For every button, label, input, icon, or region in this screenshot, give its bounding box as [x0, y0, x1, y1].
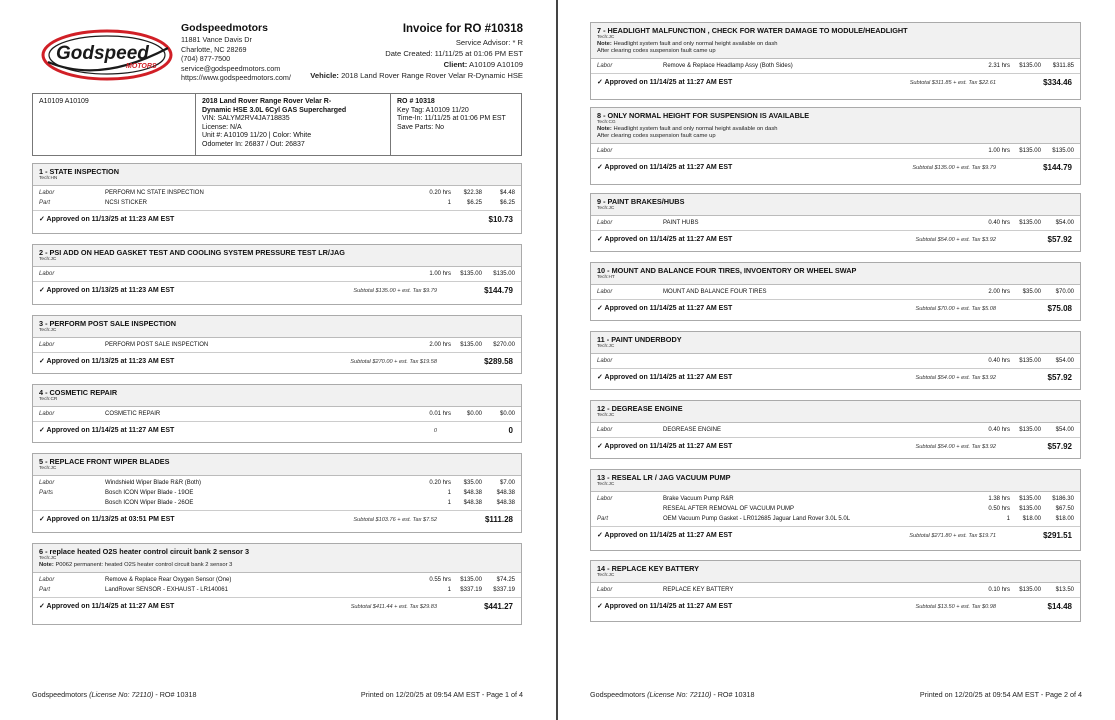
job-approval-row — [33, 353, 521, 371]
job-subtotal: Subtotal $13.50 + est. Tax $0.98 — [915, 604, 996, 610]
line-item — [597, 425, 1074, 435]
job-subtotal: Subtotal $54.00 + est. Tax $3.92 — [915, 444, 996, 450]
line-rate: $135.00 — [1019, 506, 1041, 512]
job-tech: Tech:JC — [597, 344, 615, 349]
line-rate: $6.25 — [466, 200, 482, 206]
line-quantity: 1.00 hrs — [429, 271, 451, 277]
job-card — [32, 315, 522, 374]
job-approval-row — [33, 422, 521, 440]
job-title: 9 - PAINT BRAKES/HUBS — [597, 197, 685, 206]
company-info — [181, 22, 291, 83]
line-rate: $135.00 — [460, 271, 482, 277]
customer-name: A10109 A10109 — [39, 98, 89, 105]
job-subtotal: Subtotal $411.44 + est. Tax $29.83 — [350, 604, 437, 610]
job-header — [591, 23, 1080, 59]
line-amount: $7.00 — [499, 480, 515, 486]
line-quantity: 0.10 hrs — [988, 587, 1010, 593]
job-approval-row — [33, 511, 521, 529]
job-approval-row — [591, 438, 1080, 456]
line-rate: $135.00 — [1019, 358, 1041, 364]
job-card — [590, 469, 1081, 551]
time-in: Time-In: 11/11/25 at 01:06 PM EST — [397, 115, 506, 123]
job-tech: Tech:JC — [597, 573, 615, 578]
line-item — [39, 198, 515, 208]
job-lines — [33, 186, 521, 211]
line-description: REPLACE KEY BATTERY — [663, 587, 734, 593]
job-tech: Tech:CR — [39, 397, 58, 402]
job-tech: Tech:JC — [39, 466, 57, 471]
line-rate: $135.00 — [1019, 587, 1041, 593]
line-quantity: 0.40 hrs — [988, 427, 1010, 433]
job-card — [32, 163, 522, 234]
job-approval-row — [33, 211, 521, 229]
approval-status: ✓ Approved on 11/14/25 at 11:27 AM EST — [597, 443, 733, 450]
line-quantity: 2.00 hrs — [429, 342, 451, 348]
line-description: Bosch ICON Wiper Blade - 19OE — [105, 490, 194, 496]
job-title: 5 - REPLACE FRONT WIPER BLADES — [39, 457, 170, 466]
line-rate: $135.00 — [1019, 220, 1041, 226]
line-type: Labor — [597, 358, 613, 364]
godspeed-logo — [40, 26, 174, 82]
line-amount: $74.25 — [496, 577, 515, 583]
line-quantity: 0.40 hrs — [988, 358, 1010, 364]
line-description: Windshield Wiper Blade R&R (Both) — [105, 480, 202, 486]
job-subtotal: Subtotal $70.00 + est. Tax $5.08 — [915, 306, 996, 312]
line-item — [39, 188, 515, 198]
line-quantity: 0.20 hrs — [429, 480, 451, 486]
company-email[interactable]: service@godspeedmotors.com — [181, 63, 281, 73]
job-subtotal: Subtotal $311.85 + est. Tax $22.61 — [909, 80, 996, 86]
job-card — [32, 384, 522, 443]
job-subtotal: Subtotal $271.80 + est. Tax $19.71 — [909, 533, 996, 539]
vehicle: Vehicle: 2018 Land Rover Range Rover Velar R-Dynamic HSE — [310, 71, 523, 80]
job-header — [591, 194, 1080, 216]
line-amount: $4.48 — [499, 190, 515, 196]
job-total: $10.73 — [488, 215, 513, 224]
line-amount: $48.38 — [496, 490, 515, 496]
line-item — [597, 514, 1074, 524]
job-subtotal: Subtotal $54.00 + est. Tax $3.92 — [915, 237, 996, 243]
job-approval-row — [591, 369, 1080, 387]
line-amount: $70.00 — [1055, 289, 1074, 295]
job-lines — [591, 354, 1080, 369]
job-total: $334.46 — [1043, 78, 1072, 87]
job-subtotal: Subtotal $135.00 + est. Tax $9.79 — [912, 165, 996, 171]
job-subtotal: Subtotal $103.76 + est. Tax $7.52 — [353, 517, 437, 523]
job-card — [32, 244, 522, 305]
line-quantity: 0.55 hrs — [429, 577, 451, 583]
line-rate: $135.00 — [1019, 496, 1041, 502]
job-title: 4 - COSMETIC REPAIR — [39, 388, 118, 397]
job-title: 10 - MOUNT AND BALANCE FOUR TIRES, INVOENTORY OR WHEEL SWAP — [597, 266, 857, 275]
job-title: 11 - PAINT UNDERBODY — [597, 335, 682, 344]
job-title: 13 - RESEAL LR / JAG VACUUM PUMP — [597, 473, 731, 482]
job-total: $291.51 — [1043, 531, 1072, 540]
job-card — [590, 331, 1081, 390]
job-approval-row — [591, 159, 1080, 177]
line-description: NCSI STICKER — [105, 200, 148, 206]
line-description: Remove & Replace Rear Oxygen Sensor (One) — [105, 577, 232, 583]
job-total: $57.92 — [1047, 373, 1072, 382]
line-rate: $18.00 — [1022, 516, 1041, 522]
line-rate: $337.19 — [460, 587, 482, 593]
job-header — [33, 454, 521, 476]
vehicle-info-box — [32, 93, 522, 156]
job-lines — [591, 583, 1080, 598]
line-type: Parts — [39, 490, 54, 496]
line-quantity: 0.01 hrs — [429, 411, 451, 417]
logo-subtext: MOTORS — [126, 63, 157, 70]
line-item — [597, 146, 1074, 156]
job-tech: Tech:JC — [39, 257, 57, 262]
line-quantity: 1 — [447, 490, 451, 496]
line-item — [597, 356, 1074, 366]
line-type: Part — [597, 516, 609, 522]
company-address2: Charlotte, NC 28269 — [181, 44, 247, 54]
vin: VIN: SALYM2RV4JA718835 — [202, 115, 290, 123]
approval-status: ✓ Approved on 11/13/25 at 11:23 AM EST — [39, 216, 175, 223]
job-header — [591, 332, 1080, 354]
license: License: N/A — [202, 123, 242, 131]
footer-printed-page-1: Printed on 12/20/25 at 09:54 AM EST - Page 1 of 4 — [360, 690, 523, 699]
job-card — [32, 453, 522, 533]
invoice-title: Invoice for RO #10318 — [402, 23, 523, 35]
invoice-page-2 — [558, 0, 1115, 720]
line-rate: $135.00 — [1019, 148, 1041, 154]
job-subtotal: Subtotal $270.00 + est. Tax $19.58 — [350, 359, 437, 365]
date-created: Date Created: 11/11/25 at 01:06 PM EST — [385, 49, 523, 58]
line-rate: $22.38 — [463, 190, 482, 196]
logo-text: Godspeed — [56, 43, 149, 64]
line-type: Labor — [39, 577, 55, 583]
line-amount: $6.25 — [499, 200, 515, 206]
job-approval-row — [33, 282, 521, 300]
job-total: $289.58 — [484, 357, 513, 366]
job-title: 2 - PSI ADD ON HEAD GASKET TEST AND COOLING SYSTEM PRESSURE TEST LR/JAG — [39, 248, 345, 257]
line-rate: $135.00 — [1019, 63, 1041, 69]
odometer: Odometer In: 26837 / Out: 26837 — [202, 140, 305, 148]
line-item — [597, 218, 1074, 228]
line-amount: $311.85 — [1052, 63, 1074, 69]
job-total: $57.92 — [1047, 442, 1072, 451]
job-total: $144.79 — [1043, 163, 1072, 172]
line-item — [39, 478, 515, 488]
ro-number: RO # 10318 — [397, 98, 435, 105]
line-rate: $35.00 — [463, 480, 482, 486]
approval-status: ✓ Approved on 11/14/25 at 11:27 AM EST — [597, 79, 733, 86]
job-tech: Tech:JC — [597, 413, 615, 418]
service-advisor: Service Advisor: * R — [455, 38, 523, 47]
line-item — [597, 504, 1074, 514]
job-title: 7 - HEADLIGHT MALFUNCTION , CHECK FOR WATER DAMAGE TO MODULE/HEADLIGHT — [597, 26, 908, 35]
line-item — [39, 585, 515, 595]
job-header — [591, 470, 1080, 492]
line-rate: $0.00 — [466, 411, 482, 417]
line-amount: $48.38 — [496, 500, 515, 506]
line-quantity: 1.38 hrs — [988, 496, 1010, 502]
line-quantity: 1 — [1006, 516, 1010, 522]
line-type: Labor — [597, 148, 613, 154]
line-rate: $48.38 — [463, 500, 482, 506]
job-total: $111.28 — [484, 515, 513, 524]
line-description: DEGREASE ENGINE — [663, 427, 722, 433]
line-quantity: 1 — [447, 200, 451, 206]
job-lines — [33, 267, 521, 282]
line-item — [39, 269, 515, 279]
invoice-header — [310, 22, 523, 81]
job-title: 14 - REPLACE KEY BATTERY — [597, 564, 700, 573]
job-note-line2: After clearing codes suspension fault came up — [597, 48, 716, 54]
job-card — [590, 22, 1081, 100]
line-type: Labor — [597, 587, 613, 593]
job-total: $75.08 — [1047, 304, 1072, 313]
job-card — [590, 193, 1081, 252]
vehicle-column — [195, 94, 391, 155]
approval-status: ✓ Approved on 11/14/25 at 11:27 AM EST — [39, 603, 175, 610]
job-title: 3 - PERFORM POST SALE INSPECTION — [39, 319, 177, 328]
line-rate: $48.38 — [463, 490, 482, 496]
approval-status: ✓ Approved on 11/14/25 at 11:27 AM EST — [39, 427, 175, 434]
approval-status: ✓ Approved on 11/13/25 at 03:51 PM EST — [39, 516, 175, 523]
job-approval-row — [591, 300, 1080, 318]
job-approval-row — [591, 231, 1080, 249]
job-approval-row — [591, 527, 1080, 545]
line-amount: $54.00 — [1055, 427, 1074, 433]
job-header — [591, 263, 1080, 285]
key-tag: Key Tag: A10109 11/20 — [397, 106, 469, 114]
job-total: 0 — [508, 426, 513, 435]
line-description: Remove & Replace Headlamp Assy (Both Sides) — [663, 63, 793, 69]
job-approval-row — [591, 598, 1080, 616]
approval-status: ✓ Approved on 11/14/25 at 11:27 AM EST — [597, 236, 733, 243]
line-quantity: 1.00 hrs — [988, 148, 1010, 154]
line-description: COSMETIC REPAIR — [105, 411, 161, 417]
job-card — [590, 400, 1081, 459]
job-header — [591, 108, 1080, 144]
line-rate: $135.00 — [460, 342, 482, 348]
unit: Unit #: A10109 11/20 | Color: White — [202, 132, 312, 140]
line-amount: $135.00 — [1052, 148, 1074, 154]
line-type: Labor — [39, 190, 55, 196]
job-header — [33, 385, 521, 407]
line-quantity: 2.00 hrs — [988, 289, 1010, 295]
job-note: Note: Headlight system fault and only normal height available on dash — [597, 126, 778, 132]
job-title: 1 - STATE INSPECTION — [39, 167, 120, 176]
job-subtotal: Subtotal $135.00 + est. Tax $9.79 — [353, 288, 437, 294]
line-amount: $54.00 — [1055, 358, 1074, 364]
line-quantity: 0.20 hrs — [429, 190, 451, 196]
line-type: Part — [39, 587, 51, 593]
job-tech: Tech:JC — [597, 206, 615, 211]
line-description: RESEAL AFTER REMOVAL OF VACUUM PUMP — [663, 506, 795, 512]
line-description: Brake Vacuum Pump R&R — [663, 496, 734, 502]
job-total: $14.48 — [1047, 602, 1072, 611]
ro-column — [391, 94, 521, 155]
job-tech: Tech:JC — [39, 328, 57, 333]
line-item — [39, 498, 515, 508]
company-phone: (704) 877-7500 — [181, 54, 231, 64]
company-website[interactable]: https://www.godspeedmotors.com/ — [181, 73, 291, 83]
line-description: LandRover SENSOR - EXHAUST - LR140061 — [105, 587, 228, 593]
approval-status: ✓ Approved on 11/14/25 at 11:27 AM EST — [597, 603, 733, 610]
line-item — [597, 585, 1074, 595]
line-description: PERFORM NC STATE INSPECTION — [105, 190, 204, 196]
approval-status: ✓ Approved on 11/14/25 at 11:27 AM EST — [597, 374, 733, 381]
line-quantity: 0.40 hrs — [988, 220, 1010, 226]
company-name: Godspeedmotors — [181, 22, 268, 34]
job-lines — [591, 144, 1080, 159]
approval-status: ✓ Approved on 11/13/25 at 11:23 AM EST — [39, 287, 175, 294]
job-lines — [33, 573, 521, 598]
line-description: MOUNT AND BALANCE FOUR TIRES — [663, 289, 767, 295]
job-note: Note: P0062 permanent: heated O2S heater control circuit bank 2 sensor 3 — [39, 562, 233, 568]
job-header — [33, 544, 521, 573]
client: Client: A10109 A10109 — [443, 60, 523, 69]
line-item — [597, 494, 1074, 504]
job-card — [590, 560, 1081, 622]
line-amount: $18.00 — [1055, 516, 1074, 522]
vehicle-line1: 2018 Land Rover Range Rover Velar R- — [202, 98, 332, 105]
job-tech: Tech:HN — [39, 176, 58, 181]
job-subtotal: 0 — [433, 428, 437, 434]
save-parts: Save Parts: No — [397, 123, 445, 131]
line-type: Labor — [597, 427, 613, 433]
job-title: 12 - DEGREASE ENGINE — [597, 404, 683, 413]
line-amount: $135.00 — [493, 271, 515, 277]
job-header — [33, 245, 521, 267]
line-amount: $186.30 — [1052, 496, 1074, 502]
approval-status: ✓ Approved on 11/14/25 at 11:27 AM EST — [597, 532, 733, 539]
line-description: OEM Vacuum Pump Gasket - LR012685 Jaguar Land Rover 3.0L 5.0L — [663, 516, 851, 522]
line-rate: $135.00 — [1019, 427, 1041, 433]
job-note-line2: After clearing codes suspension fault came up — [597, 133, 716, 139]
job-card — [32, 543, 522, 625]
approval-status: ✓ Approved on 11/14/25 at 11:27 AM EST — [597, 164, 733, 171]
line-type: Labor — [39, 480, 55, 486]
invoice-page-1 — [0, 0, 556, 720]
line-item — [597, 61, 1074, 71]
job-lines — [33, 338, 521, 353]
job-lines — [33, 407, 521, 422]
job-card — [590, 262, 1081, 321]
line-item — [39, 575, 515, 585]
job-lines — [591, 216, 1080, 231]
line-description: Bosch ICON Wiper Blade - 26OE — [105, 500, 194, 506]
job-tech: Tech:HT — [597, 275, 615, 280]
job-header — [33, 316, 521, 338]
line-amount: $0.00 — [499, 411, 515, 417]
job-total: $441.27 — [484, 602, 513, 611]
job-note: Note: Headlight system fault and only normal height available on dash — [597, 41, 778, 47]
job-header — [591, 561, 1080, 583]
line-type: Labor — [39, 271, 55, 277]
line-quantity: 2.31 hrs — [988, 63, 1010, 69]
line-description: PERFORM POST SALE INSPECTION — [105, 342, 209, 348]
line-type: Labor — [597, 496, 613, 502]
job-card — [590, 107, 1081, 185]
job-tech: Tech:CG — [597, 120, 616, 125]
job-lines — [591, 285, 1080, 300]
line-quantity: 0.50 hrs — [988, 506, 1010, 512]
job-total: $57.92 — [1047, 235, 1072, 244]
job-header — [33, 164, 521, 186]
line-item — [597, 287, 1074, 297]
line-type: Labor — [39, 342, 55, 348]
line-item — [39, 488, 515, 498]
job-header — [591, 401, 1080, 423]
line-amount: $13.50 — [1055, 587, 1074, 593]
footer-printed-page-2: Printed on 12/20/25 at 09:54 AM EST - Page 2 of 4 — [919, 690, 1082, 699]
line-type: Labor — [597, 220, 613, 226]
line-type: Labor — [597, 63, 613, 69]
job-tech: Tech:JC — [597, 35, 615, 40]
line-description: PAINT HUBS — [663, 220, 699, 226]
job-lines — [33, 476, 521, 511]
approval-status: ✓ Approved on 11/14/25 at 11:27 AM EST — [597, 305, 733, 312]
job-lines — [591, 423, 1080, 438]
job-tech: Tech:JC — [597, 482, 615, 487]
job-title: 8 - ONLY NORMAL HEIGHT FOR SUSPENSION IS AVAILABLE — [597, 111, 810, 120]
customer-column — [33, 94, 195, 155]
line-amount: $270.00 — [493, 342, 515, 348]
line-type: Labor — [39, 411, 55, 417]
approval-status: ✓ Approved on 11/13/25 at 11:23 AM EST — [39, 358, 175, 365]
line-amount: $67.50 — [1055, 506, 1074, 512]
line-item — [39, 409, 515, 419]
job-lines — [591, 492, 1080, 527]
footer-left-page-2: Godspeedmotors (License No: 72110) - RO# 10318 — [590, 690, 755, 699]
company-address1: 11881 Vance Davis Dr — [181, 35, 252, 44]
line-quantity: 1 — [447, 587, 451, 593]
job-title: 6 - replace heated O2S heater control circuit bank 2 sensor 3 — [39, 547, 250, 556]
line-quantity: 1 — [447, 500, 451, 506]
job-total: $144.79 — [484, 286, 513, 295]
job-lines — [591, 59, 1080, 74]
line-rate: $35.00 — [1022, 289, 1041, 295]
line-rate: $135.00 — [460, 577, 482, 583]
job-approval-row — [591, 74, 1080, 92]
line-type: Part — [39, 200, 51, 206]
job-subtotal: Subtotal $54.00 + est. Tax $3.92 — [915, 375, 996, 381]
line-amount: $337.19 — [493, 587, 515, 593]
job-tech: Tech:JC — [39, 556, 57, 561]
footer-left-page-1: Godspeedmotors (License No: 72110) - RO# 10318 — [32, 690, 197, 699]
line-type: Labor — [597, 289, 613, 295]
job-approval-row — [33, 598, 521, 616]
line-item — [39, 340, 515, 350]
vehicle-line2: Dynamic HSE 3.0L 6Cyl GAS Supercharged — [202, 106, 347, 114]
line-amount: $54.00 — [1055, 220, 1074, 226]
